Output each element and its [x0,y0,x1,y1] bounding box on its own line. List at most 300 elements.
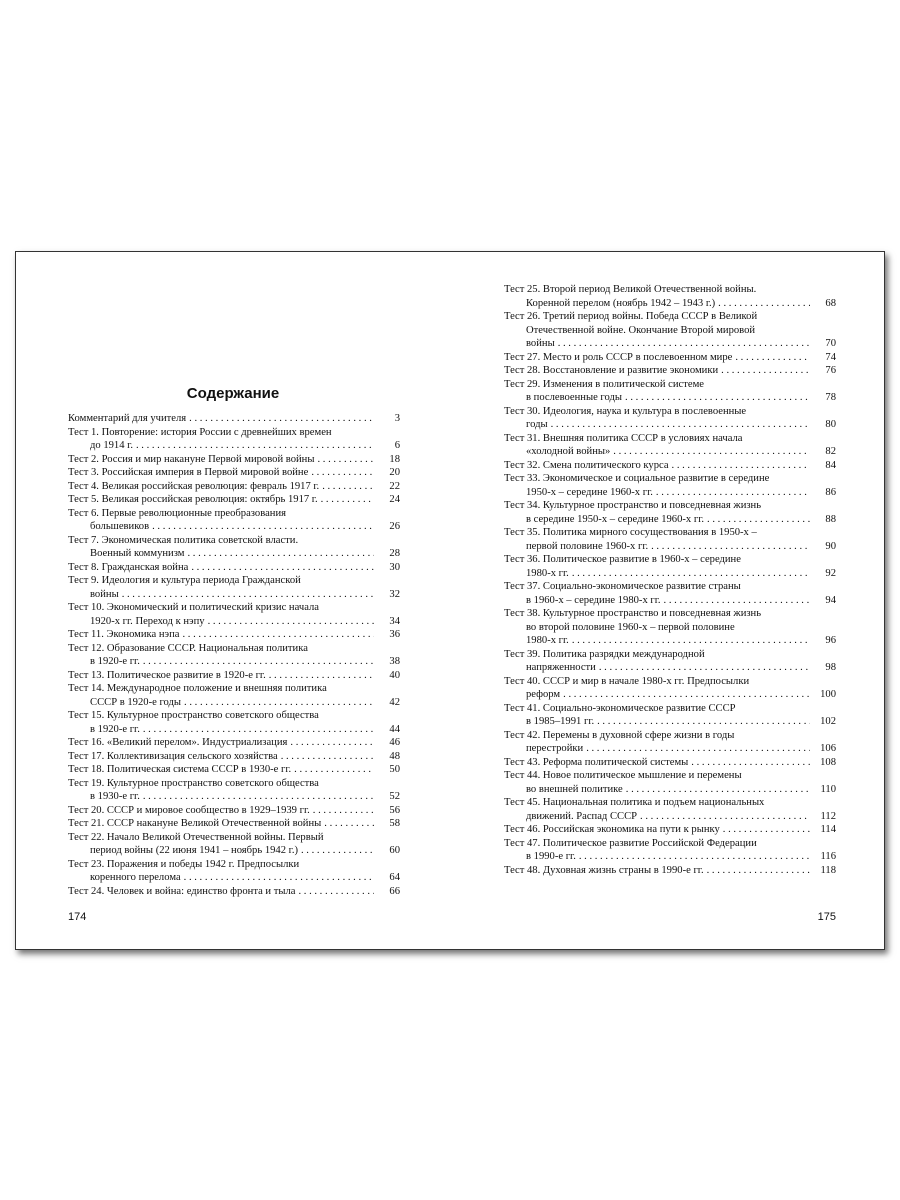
dot-leader [622,391,810,405]
dot-leader [548,418,810,432]
toc-entry-line [68,804,400,818]
toc-entry [504,310,836,351]
toc-entry-text: 1920-х гг. Переход к нэпу [90,615,205,627]
toc-page-number: 76 [825,365,836,376]
toc-entry-line [68,817,400,831]
toc-page-number: 88 [825,513,836,525]
left-page [16,252,450,949]
toc-page-number: 58 [389,818,400,829]
toc-entry-text: Тест 29. Изменения в политической системе [504,378,704,390]
toc-entry [68,534,400,561]
toc-page-number: 102 [820,716,836,727]
toc-page-number: 80 [825,419,836,430]
dot-leader [560,688,810,702]
toc-entry-text: Тест 32. Смена политического курса [504,459,669,471]
toc-entry-line [504,607,836,621]
toc-entry-text: войны [526,338,555,349]
toc-entry-text: Отечественной войне. Окончание Второй мировой [526,324,756,336]
toc-page-number: 68 [825,297,836,309]
dot-leader [319,480,374,494]
toc-entry-text: перестройки [526,743,584,754]
toc-entry [504,351,836,365]
toc-entry-line [504,850,836,864]
toc-entry-text: в 1920-е гг. [90,723,140,735]
toc-entry-line [504,715,836,729]
toc-entry-line [504,513,836,527]
toc-entry-text: Коренной перелом (ноябрь 1942 – 1943 г.) [526,297,716,309]
toc-page-number: 36 [389,629,400,640]
toc-entry [504,472,836,499]
dot-leader [298,844,374,858]
toc-entry [504,729,836,756]
toc-entry-line [504,540,836,554]
toc-entry [68,480,400,494]
toc-entry-text: СССР в 1920-е годы [90,696,182,708]
toc-entry-line [68,412,400,426]
toc-page-number: 112 [820,810,836,822]
toc-page-number: 70 [825,338,836,349]
toc-page-number: 48 [389,750,400,762]
toc-entry-text: Тест 14. Международное положение и внешняя политика [68,683,327,694]
dot-leader [181,696,374,710]
toc-entry-line [504,445,836,459]
toc-entry [68,628,400,642]
toc-entry-line [504,283,836,297]
toc-page-number: 42 [389,696,400,708]
toc-entry [68,412,400,426]
toc-entry-line [504,364,836,378]
toc-entry [504,553,836,580]
toc-entry-line [504,391,836,405]
toc-entry [504,283,836,310]
dot-leader [704,513,810,527]
dot-leader [184,547,374,561]
toc-entry-line [68,844,400,858]
toc-entry-line [504,526,836,540]
toc-entry-line [504,783,836,797]
dot-leader [308,466,374,480]
toc-entry [504,580,836,607]
toc-entry-text: Тест 18. Политическая система СССР в 1930-е гг. [68,764,292,775]
toc-entry-line [68,669,400,683]
dot-leader [295,885,374,899]
toc-entry-line [68,642,400,656]
dot-leader [669,459,810,473]
dot-leader [140,655,374,669]
toc-entry [504,864,836,878]
toc-page-number: 18 [389,453,400,465]
toc-entry [68,507,400,534]
toc-page-number: 96 [825,635,836,646]
toc-page-number: 50 [389,764,400,775]
toc-entry-text: 1980-х гг. [526,635,569,646]
toc-entry-line [504,567,836,581]
dot-leader [205,615,374,629]
toc-entry [504,823,836,837]
dot-leader [140,723,374,737]
toc-entry-line [68,466,400,480]
dot-leader [181,871,374,885]
toc-entry-text: Тест 1. Повторение: история России с древнейших времен [68,426,332,438]
toc-entry [504,432,836,459]
toc-entry-text: Тест 36. Политическое развитие в 1960-х – середине [504,554,741,565]
toc-entry [504,607,836,648]
dot-leader [291,763,374,777]
toc-entry [68,669,400,683]
toc-entry-text: Тест 8. Гражданская война [68,561,189,573]
toc-entry-line [504,769,836,783]
toc-entry [68,804,400,818]
toc-entry-line [68,480,400,494]
toc-entry-line [68,439,400,453]
toc-entry-text: Тест 48. Духовная жизнь страны в 1990-е гг. [504,864,704,876]
toc-entry-line [68,655,400,669]
toc-entry-text: Тест 7. Экономическая политика советской власти. [68,534,299,546]
toc-entry [68,777,400,804]
toc-entry-text: Тест 17. Коллективизация сельского хозяйства [68,750,278,762]
toc-entry-text: 1980-х гг. [526,567,569,579]
dot-leader [149,520,374,534]
toc-entry [68,682,400,709]
toc-entry-line [68,520,400,534]
toc-page-number: 116 [820,851,836,862]
toc-entry-line [504,688,836,702]
toc-entry-line [68,858,400,872]
toc-entry [504,796,836,823]
toc-entry-text: Тест 31. Внешняя политика СССР в условиях начала [504,432,743,444]
toc-entry-text: Тест 44. Новое политическое мышление и перемены [504,770,742,781]
dot-leader [140,790,374,804]
dot-leader [583,742,810,756]
toc-page-number: 94 [825,594,836,606]
toc-entry-line [68,871,400,885]
toc-entry-line [504,702,836,716]
toc-entry [68,831,400,858]
toc-page-number: 44 [389,723,400,735]
toc-entry-text: Тест 24. Человек и война: единство фронта и тыла [68,885,296,897]
toc-entry-line [68,750,400,764]
dot-leader [704,864,810,878]
toc-entry-line [68,561,400,575]
toc-page-number: 52 [389,791,400,802]
toc-page-number: 108 [820,756,836,768]
toc-entry [68,493,400,507]
toc-entry-text: годы [526,419,548,430]
dot-leader [648,540,810,554]
toc-page-number: 30 [389,561,400,573]
toc-entry [504,675,836,702]
toc-entry-text: Тест 33. Экономическое и социальное развитие в середине [504,473,770,484]
toc-entry-text: Тест 42. Перемены в духовной сфере жизни в годы [504,729,735,741]
toc-list-right [504,283,836,877]
toc-page-number: 74 [825,351,836,363]
toc-entry-line [504,648,836,662]
toc-entry [68,763,400,777]
dot-leader [715,297,810,311]
toc-entry-text: Тест 43. Реформа политической системы [504,756,689,768]
dot-leader [186,412,374,426]
right-page [450,252,884,949]
toc-entry-text: напряженности [526,662,596,673]
toc-page-number: 100 [820,689,836,700]
toc-entry-text: Тест 13. Политическое развитие в 1920-е гг. [68,669,266,681]
toc-entry-text: Тест 25. Второй период Великой Отечественной войны. [504,284,757,295]
dot-leader [594,715,810,729]
toc-entry-line [68,736,400,750]
toc-entry-line [68,790,400,804]
dot-leader [266,669,374,683]
toc-entry-line [68,547,400,561]
toc-page-number: 26 [389,521,400,532]
dot-leader [596,661,810,675]
dot-leader [555,337,810,351]
toc-entry [504,837,836,864]
toc-page-number: 32 [389,588,400,600]
toc-entry-text: в середине 1950-х – середине 1960-х гг. [526,513,705,525]
toc-entry-line [68,885,400,899]
toc-heading: Содержание [186,385,280,402]
toc-entry-text: во внешней политике [526,783,623,795]
toc-page-number: 98 [825,662,836,673]
page-number-right: 175 [817,911,836,923]
toc-page-number: 90 [825,540,836,552]
toc-entry-line [68,534,400,548]
toc-entry [68,858,400,885]
toc-entry [504,526,836,553]
toc-entry-text: Тест 34. Культурное пространство и повседневная жизнь [504,500,762,511]
toc-entry-text: большевиков [90,521,150,532]
toc-entry-text: Тест 16. «Великий перелом». Индустриализация [68,737,288,748]
toc-entry-text: Тест 3. Российская империя в Первой мировой войне [68,467,309,478]
dot-leader [287,736,374,750]
toc-page-number: 20 [389,467,400,478]
toc-entry-line [504,310,836,324]
toc-page-number: 6 [394,440,400,451]
dot-leader [179,628,374,642]
toc-entry-line [504,432,836,446]
toc-entry-text: Тест 23. Поражения и победы 1942 г. Предпосылки [68,858,300,870]
toc-entry-line [504,729,836,743]
toc-entry-text: Тест 20. СССР и мировое сообщество в 1929–1939 гг. [68,804,310,816]
toc-entry [504,769,836,796]
dot-leader [321,817,374,831]
dot-leader [133,439,374,453]
toc-entry-line [504,459,836,473]
toc-entry-line [504,864,836,878]
toc-page-number: 40 [389,669,400,681]
toc-entry-line [504,796,836,810]
toc-entry-text: в послевоенные годы [526,392,623,403]
toc-page-number: 46 [389,737,400,748]
toc-entry-line [504,499,836,513]
toc-entry-line [504,378,836,392]
toc-entry-text: до 1914 г. [90,440,133,451]
toc-entry-text: «холодной войны» [526,446,611,457]
toc-entry-text: коренного перелома [90,872,181,883]
page-number-left: 174 [68,911,87,923]
toc-page-number: 64 [389,872,400,883]
toc-entry-line [68,574,400,588]
dot-leader [688,756,810,770]
dot-leader [720,823,810,837]
toc-entry-text: движений. Распад СССР [526,810,638,822]
dot-leader [718,364,810,378]
toc-entry-line [504,472,836,486]
toc-entry-line [504,297,836,311]
toc-entry-text: период войны (22 июня 1941 – ноябрь 1942 г.) [90,845,298,856]
toc-entry-text: Тест 46. Российская экономика на пути к рынку [504,824,720,835]
toc-entry-line [504,351,836,365]
toc-entry-text: Тест 12. Образование СССР. Национальная политика [68,642,308,654]
toc-entry-line [68,615,400,629]
toc-entry-text: Тест 2. Россия и мир накануне Первой мировой войны [68,453,315,465]
dot-leader [576,850,810,864]
toc-entry [68,817,400,831]
toc-entry [68,750,400,764]
toc-entry-text: в 1930-е гг. [90,791,140,802]
toc-page-number: 78 [825,392,836,403]
toc-entry-line [504,337,836,351]
dot-leader [278,750,374,764]
toc-entry-text: войны [90,588,119,600]
toc-entry [504,702,836,729]
toc-page-number: 24 [389,494,400,505]
toc-entry-line [504,324,836,338]
dot-leader [314,453,374,467]
dot-leader [623,783,810,797]
toc-entry-text: Тест 22. Начало Великой Отечественной войны. Первый [68,831,324,843]
toc-entry-line [504,580,836,594]
toc-entry-line [68,493,400,507]
toc-page-number: 118 [820,864,836,876]
toc-entry-text: Тест 10. Экономический и политический кризис начала [68,602,319,613]
toc-entry-line [68,723,400,737]
toc-entry-line [504,594,836,608]
toc-entry-line [504,418,836,432]
toc-entry-text: в 1960-х – середине 1980-х гг. [526,594,661,606]
toc-entry [504,499,836,526]
toc-entry-line [504,621,836,635]
toc-entry-text: Военный коммунизм [90,548,185,559]
toc-entry-text: Тест 45. Национальная политика и подъем национальных [504,797,765,808]
toc-entry-line [504,634,836,648]
toc-entry-line [68,709,400,723]
toc-entry-line [504,756,836,770]
dot-leader [569,567,810,581]
toc-entry-text: Тест 47. Политическое развитие Российской Федерации [504,837,757,849]
toc-page-number: 38 [389,656,400,667]
toc-entry [68,561,400,575]
toc-page-number: 22 [389,480,400,492]
dot-leader [732,351,810,365]
toc-entry [68,642,400,669]
dot-leader [188,561,374,575]
toc-page-number: 3 [394,413,400,424]
toc-page-number: 60 [389,845,400,856]
toc-entry-text: Тест 15. Культурное пространство советского общества [68,710,319,721]
toc-entry-line [68,453,400,467]
toc-entry-line [68,763,400,777]
toc-entry-line [68,628,400,642]
toc-entry-line [504,661,836,675]
dot-leader [610,445,810,459]
toc-entry-text: Тест 28. Восстановление и развитие экономики [504,365,719,376]
book-spread [15,251,885,950]
toc-entry-line [504,742,836,756]
toc-entry-line [68,777,400,791]
toc-entry-line [504,405,836,419]
dot-leader [318,493,374,507]
toc-entry-text: реформ [526,689,561,700]
toc-entry [68,736,400,750]
dot-leader [661,594,810,608]
toc-page-number: 56 [389,804,400,816]
toc-entry [504,364,836,378]
toc-page-number: 106 [820,743,836,754]
toc-entry-text: Тест 11. Экономика нэпа [68,629,180,640]
toc-page-number: 92 [825,567,836,579]
toc-entry-text: первой половине 1960-х гг. [526,540,649,552]
toc-entry-text: Тест 4. Великая российская революция: февраль 1917 г. [68,480,320,492]
toc-entry-text: Тест 19. Культурное пространство советского общества [68,777,319,789]
toc-entry-line [68,682,400,696]
toc-page-number: 34 [389,615,400,627]
toc-entry-text: Комментарий для учителя [68,413,187,424]
toc-entry-text: в 1985–1991 гг. [526,716,595,727]
toc-entry-text: Тест 6. Первые революционные преобразования [68,507,287,519]
toc-page-number: 84 [825,459,836,471]
toc-entry-text: Тест 27. Место и роль СССР в послевоенном мире [504,351,733,363]
toc-entry-text: во второй половине 1960-х – первой половине [526,621,735,633]
toc-entry-text: Тест 35. Политика мирного сосуществования в 1950-х – [504,527,757,538]
toc-entry-line [68,507,400,521]
toc-entry-line [504,553,836,567]
toc-entry-text: Тест 5. Великая российская революция: октябрь 1917 г. [68,494,318,505]
dot-leader [119,588,374,602]
toc-entry-text: Тест 39. Политика разрядки международной [504,648,705,660]
toc-entry [504,378,836,405]
dot-leader [569,634,810,648]
toc-entry [504,405,836,432]
toc-page-number: 66 [389,885,400,897]
toc-entry-line [68,831,400,845]
toc-entry-text: Тест 9. Идеология и культура периода Гражданской [68,575,301,586]
toc-entry-text: Тест 40. СССР и мир в начале 1980-х гг. Предпосылки [504,675,750,687]
toc-entry-line [68,588,400,602]
toc-page-number: 114 [820,824,836,835]
toc-entry-text: в 1990-е гг. [526,851,576,862]
toc-entry [504,459,836,473]
toc-entry-text: Тест 30. Идеология, наука и культура в послевоенные [504,405,747,417]
toc-entry [68,426,400,453]
toc-entry [68,466,400,480]
toc-entry-text: Тест 26. Третий период войны. Победа СССР в Великой [504,311,758,322]
toc-page-number: 86 [825,486,836,498]
toc-list-left [68,412,400,898]
toc-page-number: 28 [389,548,400,559]
toc-entry-line [68,696,400,710]
toc-entry-line [504,675,836,689]
toc-entry-text: Тест 41. Социально-экономическое развитие СССР [504,702,736,714]
toc-entry-text: Тест 37. Социально-экономическое развитие страны [504,581,741,592]
toc-entry [68,885,400,899]
toc-entry-line [504,823,836,837]
toc-entry [68,709,400,736]
toc-entry-line [504,837,836,851]
toc-entry [504,756,836,770]
toc-page-number: 82 [825,446,836,457]
toc-entry [68,453,400,467]
